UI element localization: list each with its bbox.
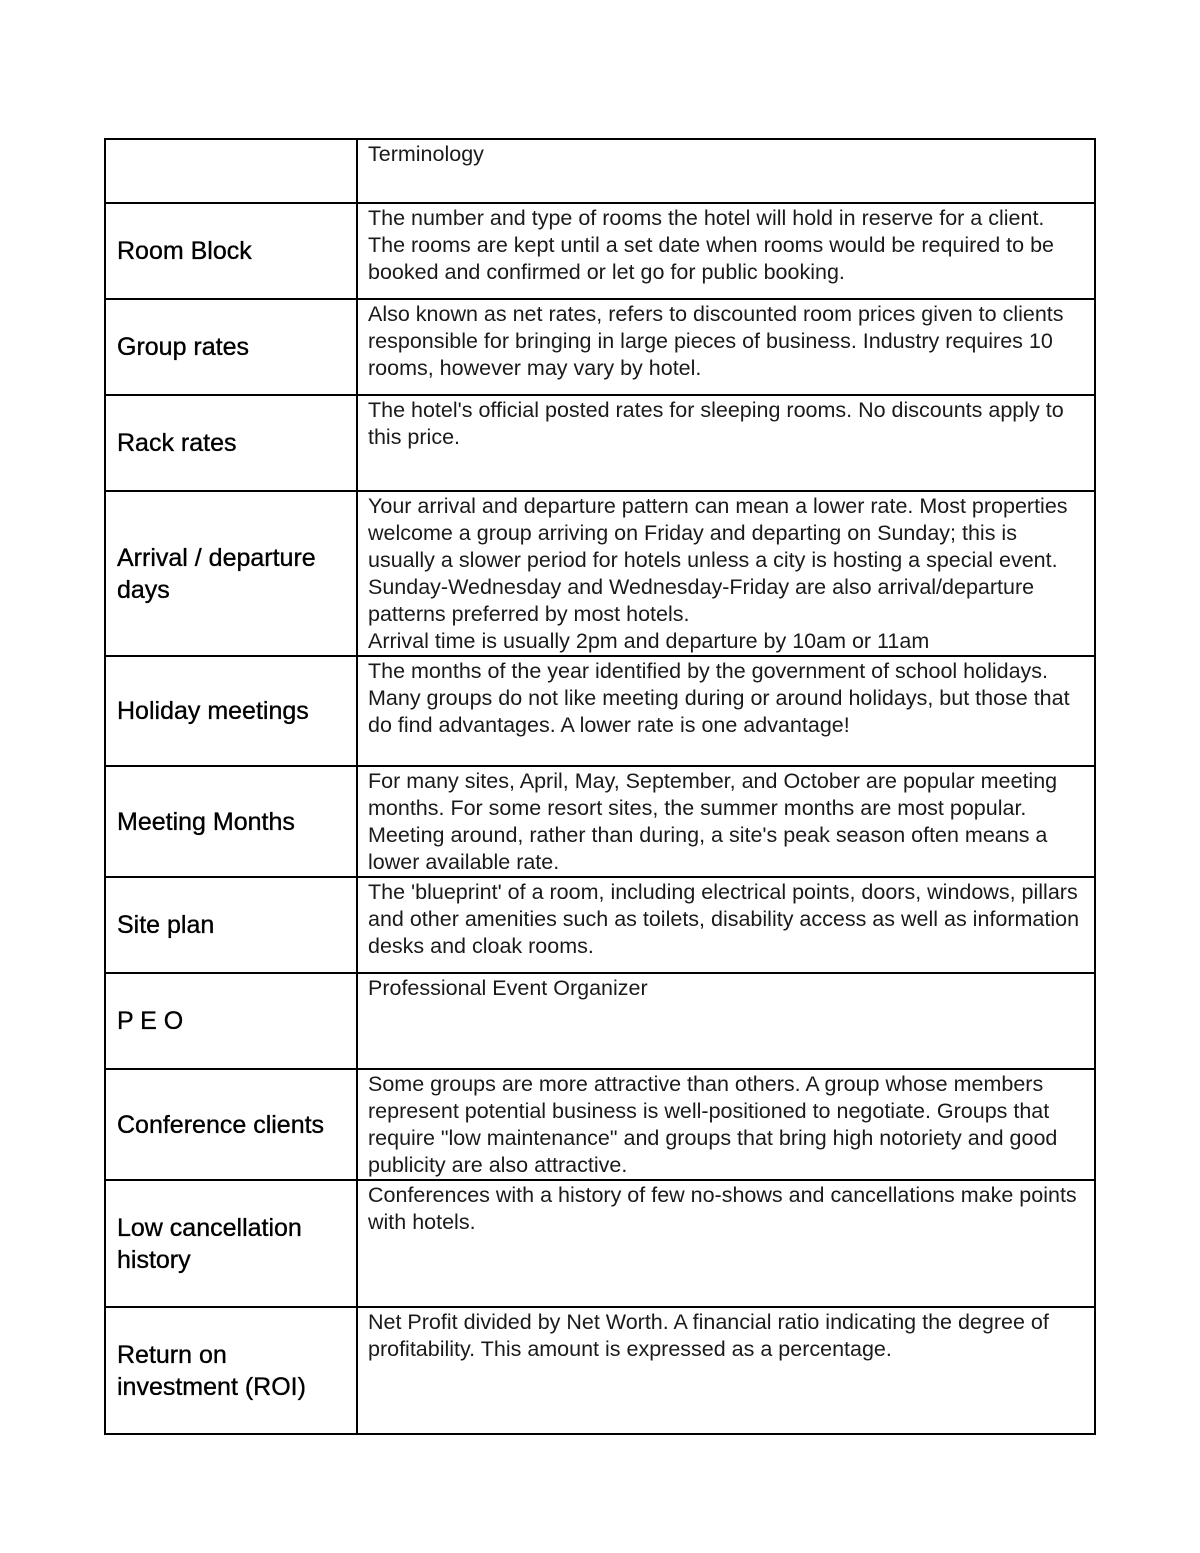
term-cell: Low cancellation history (105, 1180, 357, 1307)
definition-cell (357, 491, 1095, 656)
terminology-table (104, 138, 1096, 1435)
definition-text: For many sites, April, May, September, and October are popular meeting months. For some resort sites, the summer months are most popular. Meeting around, rather than during, a site's peak season often means a lower available rate. (368, 769, 1058, 874)
term-cell: Group rates (105, 299, 357, 395)
definition-text: Professional Event Organizer (368, 976, 648, 1000)
header-label: Terminology (368, 142, 484, 166)
term-cell: Meeting Months (105, 766, 357, 877)
definition-cell (357, 1180, 1095, 1307)
definition-text: The months of the year identified by the government of school holidays. (368, 659, 1049, 683)
definition-cell (357, 656, 1095, 766)
header-term-cell (105, 139, 357, 203)
term-cell: Conference clients (105, 1069, 357, 1180)
definition-text: Arrival time is usually 2pm and departure by 10am or 11am (368, 629, 930, 653)
table-header-row (105, 139, 1095, 203)
term-cell: Return on investment (ROI) (105, 1307, 357, 1434)
term-cell: Site plan (105, 877, 357, 973)
definition-text: Some groups are more attractive than others. A group whose members represent potential business is well-positioned to negotiate. Groups that require "low maintenance" and groups that bring high notoriety and good publicity are also attractive. (368, 1072, 1058, 1177)
table-row (105, 1307, 1095, 1434)
table-row (105, 395, 1095, 491)
table-row (105, 299, 1095, 395)
table-row (105, 203, 1095, 299)
definition-cell (357, 395, 1095, 491)
definition-text: Also known as net rates, refers to discounted room prices given to clients responsible for bringing in large pieces of business. Industry requires 10 rooms, however may vary by hotel. (368, 302, 1064, 380)
definition-cell (357, 877, 1095, 973)
definition-text: Conferences with a history of few no-shows and cancellations make points with hotels. (368, 1183, 1077, 1234)
term-cell: Holiday meetings (105, 656, 357, 766)
definition-cell (357, 299, 1095, 395)
term-cell: Rack rates (105, 395, 357, 491)
definition-cell (357, 973, 1095, 1069)
definition-text: Many groups do not like meeting during or around holidays, but those that do find advantages. A lower rate is one advantage! (368, 686, 1070, 737)
table-row (105, 1069, 1095, 1180)
term-cell: P E O (105, 973, 357, 1069)
definition-cell (357, 203, 1095, 299)
definition-text: The 'blueprint' of a room, including electrical points, doors, windows, pillars and other amenities such as toilets, disability access as well as information desks and cloak rooms. (368, 880, 1080, 958)
definition-cell (357, 766, 1095, 877)
term-cell: Room Block (105, 203, 357, 299)
table-row (105, 766, 1095, 877)
definition-cell (357, 1307, 1095, 1434)
definition-text: The hotel's official posted rates for sleeping rooms. No discounts apply to this price. (368, 398, 1064, 449)
table-row (105, 877, 1095, 973)
table-row (105, 1180, 1095, 1307)
table-row (105, 656, 1095, 766)
definition-cell (357, 1069, 1095, 1180)
table-row (105, 491, 1095, 656)
definition-text: Net Profit divided by Net Worth. A financial ratio indicating the degree of profitability. This amount is expressed as a percentage. (368, 1310, 1049, 1361)
term-cell: Arrival / departure days (105, 491, 357, 656)
header-definition-cell (357, 139, 1095, 203)
definition-text: Your arrival and departure pattern can mean a lower rate. Most properties welcome a group arriving on Friday and departing on Sunday; this is usually a slower period for hotels unless a city is hosting a special event. Sunday-Wednesday and Wednesday-Friday are also arrival/departure patterns preferred by most hotels. (368, 494, 1068, 626)
table-row (105, 973, 1095, 1069)
definition-text: The number and type of rooms the hotel will hold in reserve for a client. The rooms are kept until a set date when rooms would be required to be booked and confirmed or let go for public booking. (368, 206, 1054, 284)
